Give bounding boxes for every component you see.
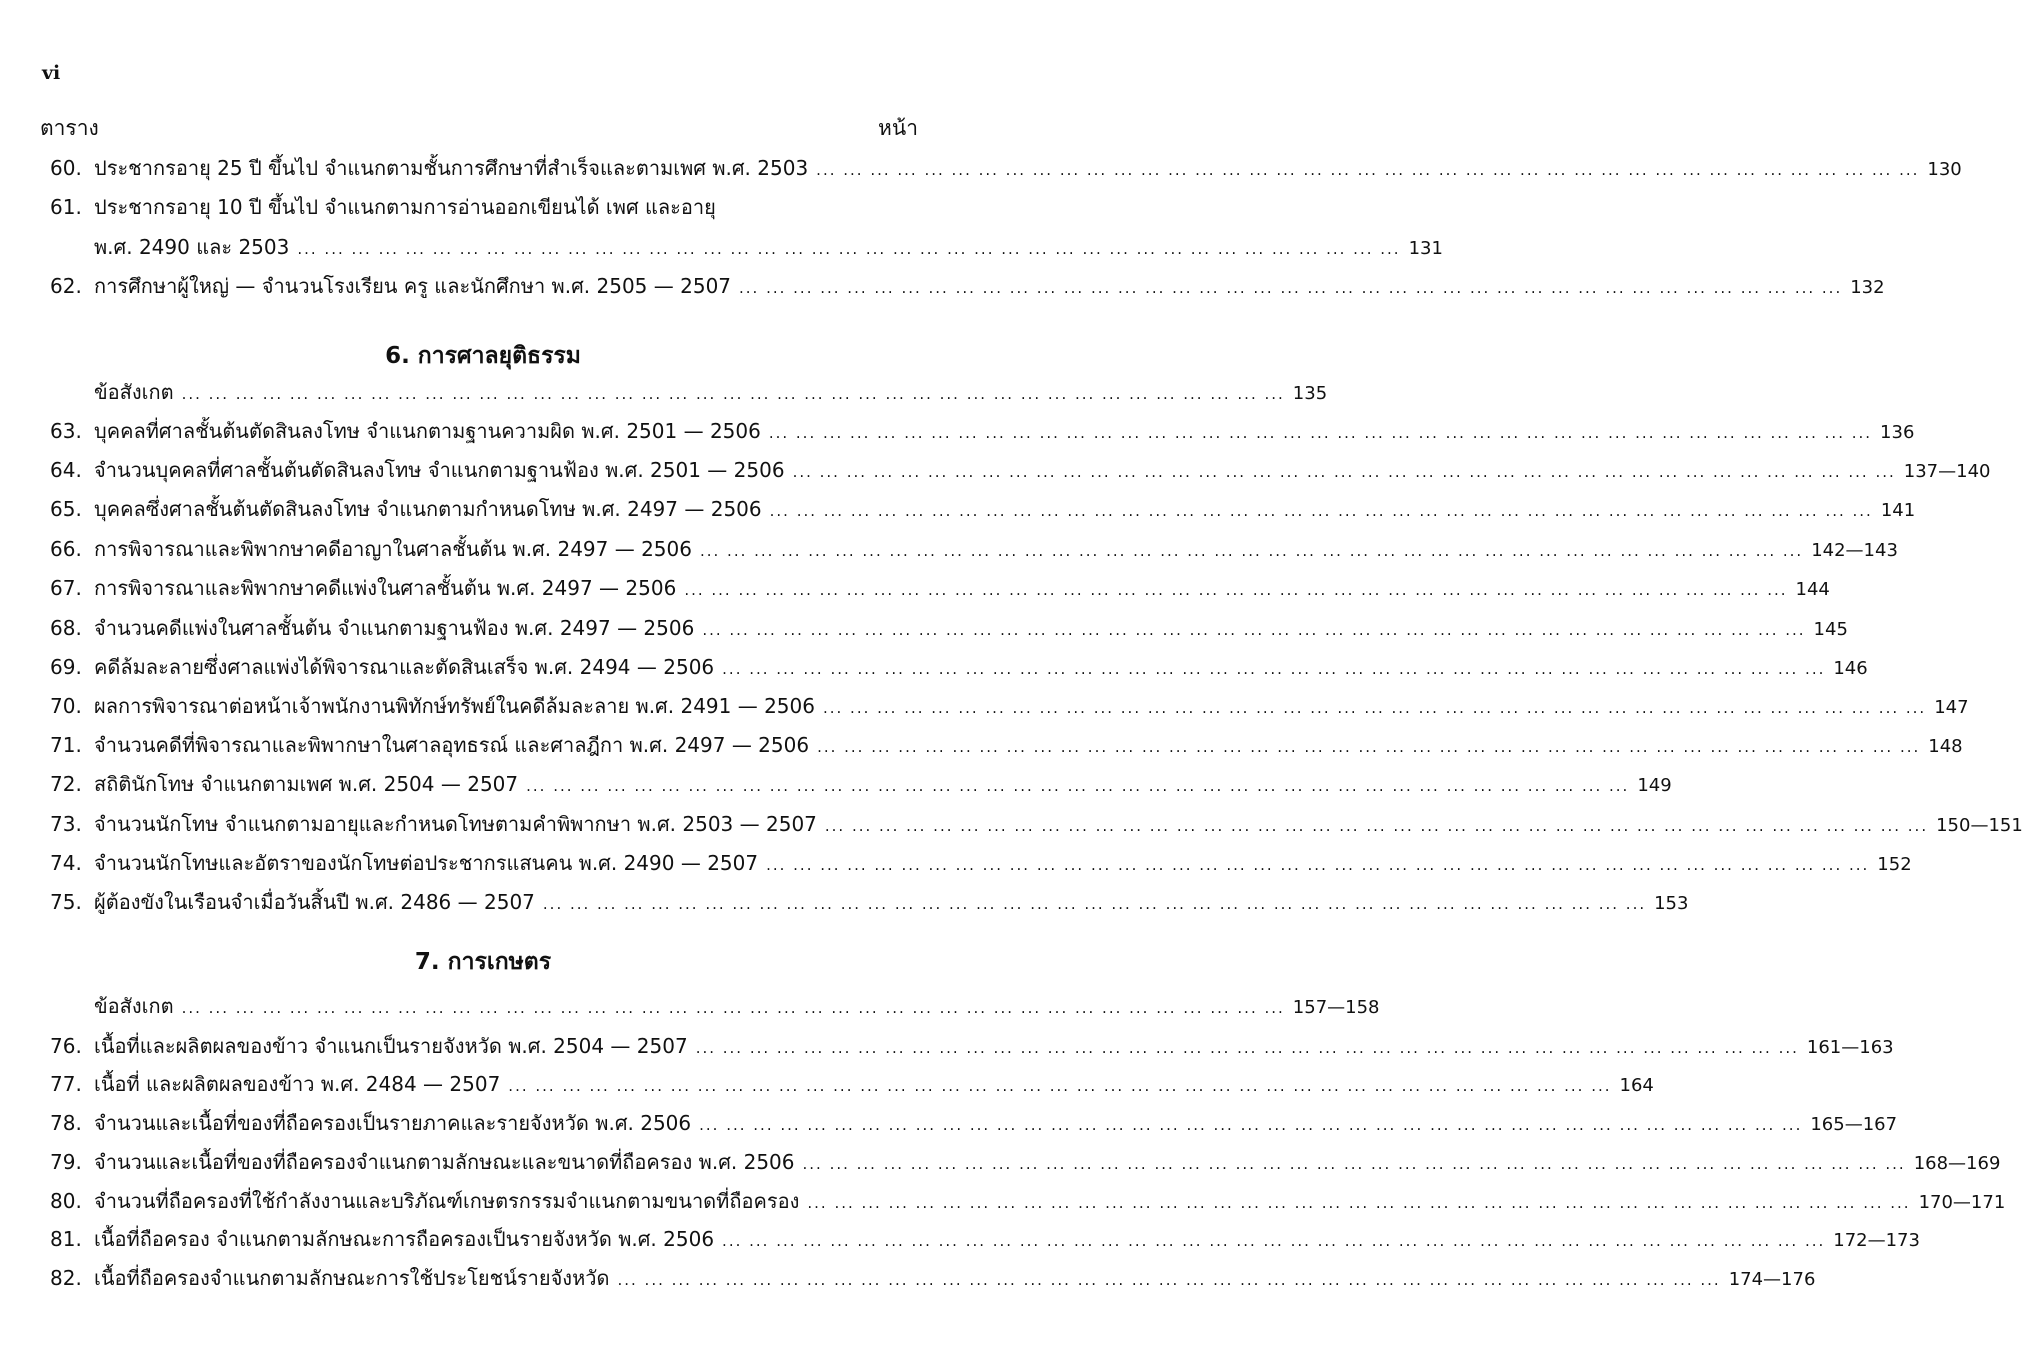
leader-dots <box>803 1155 1906 1173</box>
toc-row <box>50 990 1380 1024</box>
entry-title: จำนวนและเนื้อที่ของที่ถือครองจำแนกตามลักษณะและขนาดที่ถือครอง พ.ศ. 2506 <box>94 1150 795 1174</box>
entry-page: 168—169 <box>1913 1153 2001 1174</box>
entry-title: เนื้อที่ถือครองจำแนกตามลักษณะการใช้ประโยชน์รายจังหวัด <box>94 1266 610 1290</box>
toc-row <box>50 191 920 225</box>
leader-dots <box>297 240 1400 258</box>
entry-number: 70. <box>50 694 82 718</box>
toc-row <box>50 1030 1894 1064</box>
toc-row <box>50 572 1830 606</box>
entry-title: เนื้อที่และผลิตผลของข้าว จำแนกเป็นรายจังหวัด พ.ศ. 2504 — 2507 <box>94 1034 688 1058</box>
leader-dots <box>722 660 1825 678</box>
entry-number: 75. <box>50 890 82 914</box>
leader-dots <box>823 699 1926 717</box>
entry-number: 68. <box>50 616 82 640</box>
entry-number: 63. <box>50 419 82 443</box>
entry-page: 165—167 <box>1810 1114 1898 1135</box>
page-column-header: หน้า <box>878 116 918 140</box>
toc-row <box>50 1185 2006 1219</box>
toc-row <box>50 152 1962 186</box>
entry-page: 135 <box>1292 383 1328 404</box>
entry-page: 161—163 <box>1806 1037 1894 1058</box>
entry-number: 71. <box>50 733 82 757</box>
entry-title: จำนวนที่ถือครองที่ใช้กำลังงานและบริภัณฑ์เกษตรกรรมจำแนกตามขนาดที่ถือครอง <box>94 1189 800 1213</box>
entry-page: 164 <box>1619 1075 1654 1096</box>
leader-dots <box>699 1116 1802 1134</box>
toc-row <box>50 1107 1898 1141</box>
toc-row <box>50 768 1672 802</box>
leader-dots <box>684 581 1787 599</box>
entry-page: 146 <box>1833 658 1868 679</box>
leader-dots <box>722 1232 1825 1250</box>
entry-number: 76. <box>50 1034 82 1058</box>
entry-page: 131 <box>1408 238 1443 259</box>
entry-title: ผู้ต้องขังในเรือนจำเมื่อวันสิ้นปี พ.ศ. 2486 — 2507 <box>94 890 535 914</box>
toc-row <box>50 493 1916 527</box>
entry-number: 77. <box>50 1072 82 1096</box>
entry-title: ข้อสังเกต <box>94 380 174 404</box>
table-column-header: ตาราง <box>40 116 99 140</box>
entry-number: 74. <box>50 851 82 875</box>
toc-row <box>50 1223 1920 1257</box>
entry-title: เนื้อที่ถือครอง จำแนกตามลักษณะการถือครองเป็นรายจังหวัด พ.ศ. 2506 <box>94 1227 715 1251</box>
entry-page: 136 <box>1880 422 1915 443</box>
entry-title: ผลการพิจารณาต่อหน้าเจ้าพนักงานพิทักษ์ทรัพย์ในคดีล้มละลาย พ.ศ. 2491 — 2506 <box>94 694 815 718</box>
leader-dots <box>825 817 1928 835</box>
entry-page: 150—151 <box>1936 815 2023 836</box>
leader-dots <box>816 161 1919 179</box>
entry-number: 82. <box>50 1266 82 1290</box>
entry-number: 61. <box>50 195 82 219</box>
entry-number: 69. <box>50 655 82 679</box>
toc-row <box>50 690 1969 724</box>
toc-row <box>50 847 1912 881</box>
entry-title: คดีล้มละลายซึ่งศาลแพ่งได้พิจารณาและตัดสินเสร็จ พ.ศ. 2494 — 2506 <box>94 655 715 679</box>
entry-page: 148 <box>1928 736 1963 757</box>
entry-number: 65. <box>50 497 82 521</box>
toc-row <box>50 1262 1816 1296</box>
entry-page: 132 <box>1850 277 1885 298</box>
entry-number: 64. <box>50 458 82 482</box>
entry-number: 72. <box>50 772 82 796</box>
entry-number: 79. <box>50 1150 82 1174</box>
entry-page: 147 <box>1934 697 1969 718</box>
toc-row <box>50 415 1915 449</box>
leader-dots <box>702 621 1805 639</box>
entry-page: 157—158 <box>1292 997 1380 1018</box>
entry-page: 172—173 <box>1833 1230 1920 1251</box>
toc-row <box>50 886 1689 920</box>
toc-row <box>50 231 1443 265</box>
leader-dots <box>817 738 1920 756</box>
leader-dots <box>739 279 1842 297</box>
entry-page: 142—143 <box>1811 540 1898 561</box>
entry-page: 152 <box>1877 854 1912 875</box>
entry-title: จำนวนคดีที่พิจารณาและพิพากษาในศาลอุทธรณ์ และศาลฎีกา พ.ศ. 2497 — 2506 <box>94 733 810 757</box>
toc-row <box>50 612 1848 646</box>
toc-row <box>50 533 1898 567</box>
entry-page: 141 <box>1880 500 1916 521</box>
entry-page: 130 <box>1927 159 1962 180</box>
leader-dots <box>766 856 1869 874</box>
entry-title: จำนวนบุคคลที่ศาลชั้นต้นตัดสินลงโทษ จำแนกตามฐานฟ้อง พ.ศ. 2501 — 2506 <box>94 458 785 482</box>
toc-row <box>50 1146 2001 1180</box>
toc-row <box>50 808 2023 842</box>
section-heading: 7. การเกษตร <box>414 949 552 975</box>
toc-row <box>50 651 1868 685</box>
entry-number: 73. <box>50 812 82 836</box>
entry-number: 78. <box>50 1111 82 1135</box>
entry-number: 81. <box>50 1227 82 1251</box>
entry-number: 80. <box>50 1189 82 1213</box>
entry-page: 145 <box>1813 619 1848 640</box>
entry-title: จำนวนและเนื้อที่ของที่ถือครองเป็นรายภาคและรายจังหวัด พ.ศ. 2506 <box>94 1111 692 1135</box>
entry-title: จำนวนคดีแพ่งในศาลชั้นต้น จำแนกตามฐานฟ้อง พ.ศ. 2497 — 2506 <box>94 616 695 640</box>
entry-title: เนื้อที่ และผลิตผลของข้าว พ.ศ. 2484 — 2507 <box>94 1072 501 1096</box>
entry-title: การพิจารณาและพิพากษาคดีอาญาในศาลชั้นต้น พ.ศ. 2497 — 2506 <box>94 537 692 561</box>
leader-dots <box>696 1039 1799 1057</box>
leader-dots <box>526 777 1629 795</box>
leader-dots <box>770 502 1873 520</box>
entry-title: จำนวนนักโทษและอัตราของนักโทษต่อประชากรแสนคน พ.ศ. 2490 — 2507 <box>94 851 759 875</box>
entry-title: จำนวนนักโทษ จำแนกตามอายุและกำหนดโทษตามคำพิพากษา พ.ศ. 2503 — 2507 <box>94 812 817 836</box>
toc-row <box>50 729 1963 763</box>
entry-number: 66. <box>50 537 82 561</box>
entry-number: 67. <box>50 576 82 600</box>
entry-page: 149 <box>1637 775 1672 796</box>
entry-title: ประชากรอายุ 10 ปี ขึ้นไป จำแนกตามการอ่านออกเขียนได้ เพศ และอายุ <box>94 195 716 219</box>
leader-dots <box>508 1077 1611 1095</box>
entry-number: 60. <box>50 156 82 180</box>
toc-row <box>50 270 1885 304</box>
entry-title: ประชากรอายุ 25 ปี ขึ้นไป จำแนกตามชั้นการศึกษาที่สำเร็จและตามเพศ พ.ศ. 2503 <box>94 156 809 180</box>
entry-page: 153 <box>1654 893 1689 914</box>
toc-row <box>50 1068 1654 1102</box>
leader-dots <box>793 463 1896 481</box>
entry-number: 62. <box>50 274 82 298</box>
entry-page: 170—171 <box>1918 1192 2006 1213</box>
entry-page: 174—176 <box>1728 1269 1816 1290</box>
leader-dots <box>807 1194 1910 1212</box>
entry-page: 144 <box>1795 579 1830 600</box>
entry-page: 137—140 <box>1903 461 1991 482</box>
leader-dots <box>543 895 1646 913</box>
entry-title: สถิตินักโทษ จำแนกตามเพศ พ.ศ. 2504 — 2507 <box>94 772 519 796</box>
toc-row <box>50 376 1328 410</box>
section-heading: 6. การศาลยุติธรรม <box>385 343 581 369</box>
entry-title: การศึกษาผู้ใหญ่ — จำนวนโรงเรียน ครู และนักศึกษา พ.ศ. 2505 — 2507 <box>94 274 732 298</box>
leader-dots <box>182 999 1285 1017</box>
leader-dots <box>769 424 1872 442</box>
entry-title: ข้อสังเกต <box>94 994 174 1018</box>
leader-dots <box>617 1271 1720 1289</box>
leader-dots <box>182 385 1285 403</box>
leader-dots <box>700 542 1803 560</box>
entry-title: บุคคลซึ่งศาลชั้นต้นตัดสินลงโทษ จำแนกตามกำหนดโทษ พ.ศ. 2497 — 2506 <box>94 497 762 521</box>
entry-title: การพิจารณาและพิพากษาคดีแพ่งในศาลชั้นต้น พ.ศ. 2497 — 2506 <box>94 576 677 600</box>
toc-row <box>50 454 1991 488</box>
entry-title: พ.ศ. 2490 และ 2503 <box>94 235 290 259</box>
entry-title: บุคคลที่ศาลชั้นต้นตัดสินลงโทษ จำแนกตามฐานความผิด พ.ศ. 2501 — 2506 <box>94 419 761 443</box>
page-number: vi <box>42 62 61 84</box>
